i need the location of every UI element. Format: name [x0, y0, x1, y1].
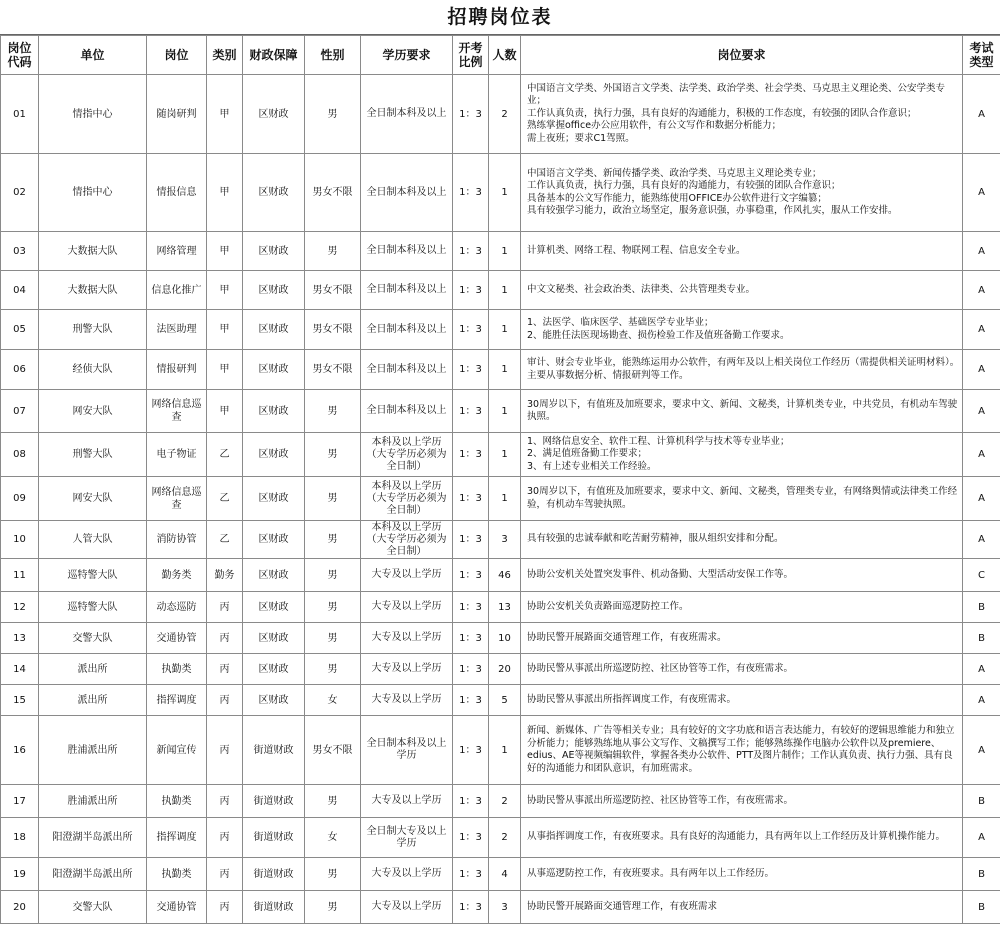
- header-gender: 性别: [305, 36, 361, 75]
- positions-table: [0, 35, 1000, 924]
- cell-education: 全日制本科及以上学历: [361, 716, 453, 785]
- cell-requirement: 具有较强的忠诚奉献和吃苦耐劳精神，服从组织安排和分配。: [521, 521, 963, 559]
- cell-exam: A: [963, 310, 1000, 350]
- cell-count: 4: [489, 858, 521, 891]
- header-category: 类别: [207, 36, 243, 75]
- cell-ratio: 1：3: [453, 685, 489, 716]
- table-row: [1, 685, 1000, 716]
- cell-requirement: 协助民警从事派出所巡逻防控、社区协管等工作，有夜班需求。: [521, 785, 963, 818]
- cell-category: 甲: [207, 271, 243, 310]
- cell-post: 消防协管: [147, 521, 207, 559]
- cell-category: 甲: [207, 310, 243, 350]
- cell-education: 大专及以上学历: [361, 891, 453, 924]
- cell-exam: A: [963, 716, 1000, 785]
- cell-category: 丙: [207, 685, 243, 716]
- cell-exam: B: [963, 858, 1000, 891]
- table-row: [1, 232, 1000, 271]
- cell-unit: 网安大队: [39, 477, 147, 521]
- table-row: [1, 521, 1000, 559]
- cell-unit: 经侦大队: [39, 350, 147, 390]
- cell-post: 交通协管: [147, 623, 207, 654]
- cell-education: 本科及以上学历（大专学历必须为全日制）: [361, 433, 453, 477]
- cell-unit: 交警大队: [39, 891, 147, 924]
- cell-category: 丙: [207, 623, 243, 654]
- cell-requirement: 30周岁以下，有值班及加班要求，要求中文、新闻、文秘类，管理类专业，有网络舆情或法律类工作经验，有机动车驾驶执照。: [521, 477, 963, 521]
- header-count: 人数: [489, 36, 521, 75]
- cell-finance: 区财政: [243, 154, 305, 232]
- cell-unit: 派出所: [39, 685, 147, 716]
- cell-unit: 大数据大队: [39, 271, 147, 310]
- table-row: [1, 858, 1000, 891]
- cell-count: 1: [489, 271, 521, 310]
- cell-unit: 情指中心: [39, 154, 147, 232]
- cell-finance: 街道财政: [243, 785, 305, 818]
- cell-education: 全日制本科及以上: [361, 232, 453, 271]
- cell-gender: 男女不限: [305, 271, 361, 310]
- cell-count: 3: [489, 891, 521, 924]
- cell-count: 20: [489, 654, 521, 685]
- header-row: [1, 36, 1000, 75]
- header-ratio: 开考比例: [453, 36, 489, 75]
- cell-education: 大专及以上学历: [361, 858, 453, 891]
- cell-exam: A: [963, 154, 1000, 232]
- cell-ratio: 1：3: [453, 785, 489, 818]
- page-title: 招聘岗位表: [0, 0, 1000, 35]
- cell-education: 本科及以上学历（大专学历必须为全日制）: [361, 477, 453, 521]
- cell-post: 随岗研判: [147, 75, 207, 154]
- cell-gender: 女: [305, 685, 361, 716]
- table-row: [1, 75, 1000, 154]
- cell-unit: 交警大队: [39, 623, 147, 654]
- cell-gender: 男: [305, 521, 361, 559]
- cell-ratio: 1：3: [453, 477, 489, 521]
- cell-post: 执勤类: [147, 785, 207, 818]
- cell-post: 情报研判: [147, 350, 207, 390]
- cell-post: 电子物证: [147, 433, 207, 477]
- cell-post: 法医助理: [147, 310, 207, 350]
- cell-finance: 区财政: [243, 350, 305, 390]
- cell-ratio: 1：3: [453, 350, 489, 390]
- cell-requirement: 协助民警开展路面交通管理工作，有夜班需求: [521, 891, 963, 924]
- cell-count: 13: [489, 592, 521, 623]
- cell-ratio: 1：3: [453, 521, 489, 559]
- table-row: [1, 477, 1000, 521]
- cell-count: 2: [489, 785, 521, 818]
- cell-post: 网络管理: [147, 232, 207, 271]
- cell-requirement: 1、网络信息安全、软件工程、计算机科学与技术等专业毕业； 2、满足值班备勤工作要求； 3、有上述专业相关工作经验。: [521, 433, 963, 477]
- cell-finance: 街道财政: [243, 858, 305, 891]
- cell-gender: 男: [305, 477, 361, 521]
- cell-category: 丙: [207, 818, 243, 858]
- cell-finance: 街道财政: [243, 818, 305, 858]
- cell-gender: 男女不限: [305, 310, 361, 350]
- cell-exam: C: [963, 559, 1000, 592]
- cell-unit: 情指中心: [39, 75, 147, 154]
- cell-education: 本科及以上学历（大专学历必须为全日制）: [361, 521, 453, 559]
- cell-category: 甲: [207, 390, 243, 433]
- cell-count: 1: [489, 310, 521, 350]
- cell-exam: A: [963, 521, 1000, 559]
- cell-exam: A: [963, 477, 1000, 521]
- cell-education: 大专及以上学历: [361, 654, 453, 685]
- cell-finance: 区财政: [243, 623, 305, 654]
- cell-count: 5: [489, 685, 521, 716]
- cell-count: 2: [489, 818, 521, 858]
- cell-category: 丙: [207, 716, 243, 785]
- cell-finance: 区财政: [243, 433, 305, 477]
- table-row: [1, 785, 1000, 818]
- cell-code: 03: [1, 232, 39, 271]
- cell-post: 网络信息巡查: [147, 477, 207, 521]
- cell-count: 10: [489, 623, 521, 654]
- cell-count: 1: [489, 390, 521, 433]
- cell-code: 08: [1, 433, 39, 477]
- cell-education: 全日制本科及以上: [361, 390, 453, 433]
- cell-education: 全日制本科及以上: [361, 350, 453, 390]
- cell-gender: 男: [305, 891, 361, 924]
- cell-exam: A: [963, 433, 1000, 477]
- cell-unit: 人管大队: [39, 521, 147, 559]
- cell-education: 大专及以上学历: [361, 785, 453, 818]
- cell-finance: 街道财政: [243, 716, 305, 785]
- cell-requirement: 协助民警从事派出所指挥调度工作，有夜班需求。: [521, 685, 963, 716]
- cell-exam: A: [963, 75, 1000, 154]
- cell-gender: 女: [305, 818, 361, 858]
- cell-unit: 巡特警大队: [39, 559, 147, 592]
- cell-category: 丙: [207, 654, 243, 685]
- table-row: [1, 350, 1000, 390]
- cell-category: 丙: [207, 858, 243, 891]
- cell-unit: 阳澄湖半岛派出所: [39, 858, 147, 891]
- table-row: [1, 390, 1000, 433]
- cell-finance: 区财政: [243, 477, 305, 521]
- table-row: [1, 716, 1000, 785]
- cell-code: 10: [1, 521, 39, 559]
- cell-exam: B: [963, 785, 1000, 818]
- cell-finance: 区财政: [243, 521, 305, 559]
- cell-gender: 男: [305, 75, 361, 154]
- cell-finance: 区财政: [243, 390, 305, 433]
- cell-gender: 男: [305, 623, 361, 654]
- cell-requirement: 中文文秘类、社会政治类、法律类、公共管理类专业。: [521, 271, 963, 310]
- cell-exam: A: [963, 685, 1000, 716]
- cell-finance: 区财政: [243, 559, 305, 592]
- cell-gender: 男女不限: [305, 716, 361, 785]
- cell-finance: 区财政: [243, 75, 305, 154]
- cell-code: 09: [1, 477, 39, 521]
- cell-exam: A: [963, 271, 1000, 310]
- header-post: 岗位: [147, 36, 207, 75]
- cell-post: 勤务类: [147, 559, 207, 592]
- cell-education: 全日制本科及以上: [361, 154, 453, 232]
- cell-education: 大专及以上学历: [361, 559, 453, 592]
- cell-finance: 街道财政: [243, 891, 305, 924]
- cell-post: 指挥调度: [147, 818, 207, 858]
- cell-unit: 胜浦派出所: [39, 785, 147, 818]
- cell-count: 3: [489, 521, 521, 559]
- cell-unit: 巡特警大队: [39, 592, 147, 623]
- cell-ratio: 1：3: [453, 858, 489, 891]
- cell-requirement: 从事指挥调度工作，有夜班要求。具有良好的沟通能力，具有两年以上工作经历及计算机操作能力。: [521, 818, 963, 858]
- cell-requirement: 协助民警从事派出所巡逻防控、社区协管等工作，有夜班需求。: [521, 654, 963, 685]
- table-row: [1, 154, 1000, 232]
- cell-gender: 男: [305, 232, 361, 271]
- cell-unit: 阳澄湖半岛派出所: [39, 818, 147, 858]
- cell-unit: 刑警大队: [39, 310, 147, 350]
- cell-finance: 区财政: [243, 685, 305, 716]
- cell-finance: 区财政: [243, 232, 305, 271]
- cell-education: 大专及以上学历: [361, 685, 453, 716]
- cell-finance: 区财政: [243, 310, 305, 350]
- cell-exam: B: [963, 891, 1000, 924]
- cell-code: 12: [1, 592, 39, 623]
- cell-unit: 派出所: [39, 654, 147, 685]
- cell-post: 新闻宣传: [147, 716, 207, 785]
- table-row: [1, 559, 1000, 592]
- cell-code: 06: [1, 350, 39, 390]
- cell-category: 丙: [207, 592, 243, 623]
- cell-ratio: 1：3: [453, 154, 489, 232]
- cell-category: 乙: [207, 433, 243, 477]
- table-row: [1, 818, 1000, 858]
- cell-gender: 男女不限: [305, 350, 361, 390]
- cell-count: 1: [489, 232, 521, 271]
- cell-unit: 胜浦派出所: [39, 716, 147, 785]
- cell-gender: 男: [305, 433, 361, 477]
- cell-category: 丙: [207, 785, 243, 818]
- cell-ratio: 1：3: [453, 75, 489, 154]
- cell-education: 全日制大专及以上学历: [361, 818, 453, 858]
- cell-code: 16: [1, 716, 39, 785]
- cell-exam: A: [963, 654, 1000, 685]
- cell-code: 02: [1, 154, 39, 232]
- cell-ratio: 1：3: [453, 232, 489, 271]
- cell-post: 交通协管: [147, 891, 207, 924]
- cell-category: 甲: [207, 154, 243, 232]
- cell-unit: 刑警大队: [39, 433, 147, 477]
- cell-post: 执勤类: [147, 654, 207, 685]
- cell-education: 全日制本科及以上: [361, 310, 453, 350]
- cell-code: 17: [1, 785, 39, 818]
- cell-code: 14: [1, 654, 39, 685]
- cell-gender: 男: [305, 858, 361, 891]
- header-requirement: 岗位要求: [521, 36, 963, 75]
- cell-ratio: 1：3: [453, 310, 489, 350]
- cell-exam: A: [963, 390, 1000, 433]
- cell-code: 15: [1, 685, 39, 716]
- cell-category: 甲: [207, 75, 243, 154]
- cell-exam: B: [963, 623, 1000, 654]
- cell-exam: A: [963, 350, 1000, 390]
- table-row: [1, 433, 1000, 477]
- cell-requirement: 新闻、新媒体、广告等相关专业；具有较好的文字功底和语言表达能力，有较好的逻辑思维能力和独立分析能力；能够熟练地从事公文写作、文稿撰写工作；能够熟练操作电脑办公软件以及premiere、edius、AE等视频编辑软件，掌握各类办公软件、PTT及图片制作；工作认真负责、执行力强、具有良好的沟通能力和团队意识，有加班需求。: [521, 716, 963, 785]
- cell-requirement: 30周岁以下，有值班及加班要求，要求中文、新闻、文秘类，计算机类专业，中共党员，有机动车驾驶执照。: [521, 390, 963, 433]
- cell-education: 全日制本科及以上: [361, 75, 453, 154]
- cell-gender: 男: [305, 592, 361, 623]
- cell-finance: 区财政: [243, 654, 305, 685]
- cell-exam: A: [963, 818, 1000, 858]
- cell-post: 情报信息: [147, 154, 207, 232]
- cell-code: 07: [1, 390, 39, 433]
- cell-ratio: 1：3: [453, 623, 489, 654]
- cell-count: 1: [489, 477, 521, 521]
- cell-gender: 男: [305, 390, 361, 433]
- header-finance: 财政保障: [243, 36, 305, 75]
- cell-requirement: 从事巡逻防控工作，有夜班要求。具有两年以上工作经历。: [521, 858, 963, 891]
- cell-code: 19: [1, 858, 39, 891]
- cell-ratio: 1：3: [453, 592, 489, 623]
- cell-requirement: 计算机类、网络工程、物联网工程、信息安全专业。: [521, 232, 963, 271]
- cell-gender: 男: [305, 559, 361, 592]
- cell-requirement: 协助公安机关负责路面巡逻防控工作。: [521, 592, 963, 623]
- cell-code: 20: [1, 891, 39, 924]
- cell-requirement: 审计、财会专业毕业，能熟练运用办公软件，有两年及以上相关岗位工作经历（需提供相关证明材料）。主要从事数据分析、情报研判等工作。: [521, 350, 963, 390]
- cell-post: 指挥调度: [147, 685, 207, 716]
- cell-code: 11: [1, 559, 39, 592]
- table-row: [1, 654, 1000, 685]
- cell-exam: B: [963, 592, 1000, 623]
- cell-ratio: 1：3: [453, 433, 489, 477]
- cell-code: 18: [1, 818, 39, 858]
- cell-count: 2: [489, 75, 521, 154]
- cell-ratio: 1：3: [453, 716, 489, 785]
- header-exam: 考试类型: [963, 36, 1000, 75]
- cell-exam: A: [963, 232, 1000, 271]
- cell-code: 13: [1, 623, 39, 654]
- cell-requirement: 1、法医学、临床医学、基础医学专业毕业； 2、能胜任法医现场勘查、损伤检验工作及值班备勤工作要求。: [521, 310, 963, 350]
- cell-finance: 区财政: [243, 271, 305, 310]
- cell-ratio: 1：3: [453, 818, 489, 858]
- cell-count: 1: [489, 350, 521, 390]
- table-row: [1, 271, 1000, 310]
- table-row: [1, 891, 1000, 924]
- cell-education: 大专及以上学历: [361, 592, 453, 623]
- cell-post: 执勤类: [147, 858, 207, 891]
- table-row: [1, 310, 1000, 350]
- cell-gender: 男女不限: [305, 154, 361, 232]
- cell-ratio: 1：3: [453, 390, 489, 433]
- header-education: 学历要求: [361, 36, 453, 75]
- cell-finance: 区财政: [243, 592, 305, 623]
- cell-category: 甲: [207, 350, 243, 390]
- cell-count: 1: [489, 716, 521, 785]
- cell-category: 乙: [207, 521, 243, 559]
- cell-count: 1: [489, 433, 521, 477]
- cell-category: 勤务: [207, 559, 243, 592]
- cell-post: 网络信息巡查: [147, 390, 207, 433]
- cell-education: 大专及以上学历: [361, 623, 453, 654]
- cell-count: 1: [489, 154, 521, 232]
- cell-gender: 男: [305, 654, 361, 685]
- cell-ratio: 1：3: [453, 559, 489, 592]
- cell-gender: 男: [305, 785, 361, 818]
- header-unit: 单位: [39, 36, 147, 75]
- cell-code: 01: [1, 75, 39, 154]
- cell-code: 05: [1, 310, 39, 350]
- cell-post: 信息化推广: [147, 271, 207, 310]
- cell-post: 动态巡防: [147, 592, 207, 623]
- table-row: [1, 623, 1000, 654]
- cell-education: 全日制本科及以上: [361, 271, 453, 310]
- table-row: [1, 592, 1000, 623]
- cell-count: 46: [489, 559, 521, 592]
- cell-unit: 大数据大队: [39, 232, 147, 271]
- cell-category: 乙: [207, 477, 243, 521]
- cell-unit: 网安大队: [39, 390, 147, 433]
- header-code: 岗位代码: [1, 36, 39, 75]
- cell-ratio: 1：3: [453, 654, 489, 685]
- cell-requirement: 中国语言文学类、外国语言文学类、法学类、政治学类、社会学类、马克思主义理论类、公安学类专业； 工作认真负责，执行力强，具有良好的沟通能力，积极的工作态度，有较强的团队合作意识； 熟练掌握office办公应用软件，有公文写作和数据分析能力； 需上夜班；要求C1驾照。: [521, 75, 963, 154]
- cell-requirement: 协助民警开展路面交通管理工作，有夜班需求。: [521, 623, 963, 654]
- cell-category: 丙: [207, 891, 243, 924]
- cell-category: 甲: [207, 232, 243, 271]
- cell-ratio: 1：3: [453, 271, 489, 310]
- cell-requirement: 中国语言文学类、新闻传播学类、政治学类、马克思主义理论类专业； 工作认真负责，执行力强，具有良好的沟通能力，有较强的团队合作意识； 具备基本的公文写作能力，能熟练使用OFFICE办公软件进行文字编篡； 具有较强学习能力，政治立场坚定，服务意识强，办事稳重，作风扎实，服从工作安排。: [521, 154, 963, 232]
- cell-requirement: 协助公安机关处置突发事件、机动备勤、大型活动安保工作等。: [521, 559, 963, 592]
- cell-ratio: 1：3: [453, 891, 489, 924]
- cell-code: 04: [1, 271, 39, 310]
